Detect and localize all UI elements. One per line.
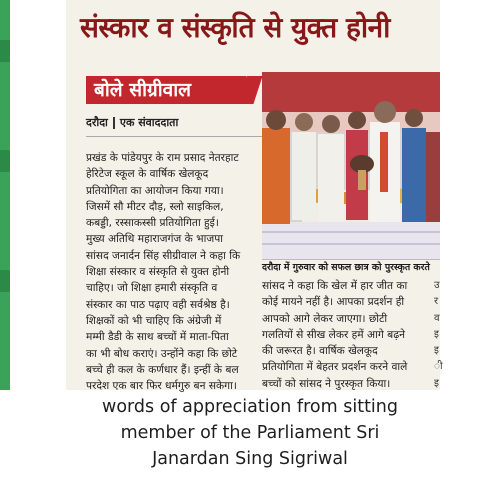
column1-line: मम्मी डैडी के साथ बच्चों में माता-पिता: [86, 331, 229, 344]
column2-line: प्रतियोगिता में बेहतर प्रदर्शन करने वाले: [262, 361, 408, 374]
left-green-strip: [0, 0, 10, 390]
award-ceremony-photo: [262, 72, 440, 260]
article-column-2: [262, 278, 432, 392]
column1-line: कबड्डी, रस्साकस्सी प्रतियोगिता हुई।: [86, 217, 219, 230]
caption-line: member of the Parliament Sri: [120, 423, 380, 443]
article-column-1: [86, 150, 268, 394]
fragment: उ: [434, 280, 440, 291]
fragment: ी: [434, 361, 443, 373]
column2-line: बच्चों को सांसद ने पुरस्कृत किया।: [262, 377, 391, 390]
column2-line: सांसद ने कहा कि खेल में हार जीत का: [262, 280, 408, 292]
newspaper-clipping: [66, 0, 443, 393]
section-banner: बोले सीग्रीवाल: [86, 76, 246, 104]
column1-line: प्रखंड के पांडेयपुर के राम प्रसाद नेतरहाट: [86, 152, 239, 164]
byline-source: एक संवाददाता: [119, 116, 179, 129]
column1-line: बच्चे ही कल के कर्णधार हैं। इन्हीं के बल: [86, 363, 239, 376]
headline: संस्कार व संस्कृति से युक्त होनी: [80, 11, 390, 44]
column1-line: शिक्षकों को भी चाहिए कि अंग्रेजी में: [86, 314, 222, 327]
fragment: र: [434, 296, 439, 308]
column2-line: की जरूरत है। वार्षिक खेलकूद: [262, 345, 378, 358]
caption-line: words of appreciation from sitting: [102, 397, 398, 417]
strip-mark: [0, 270, 10, 292]
strip-mark: [0, 150, 10, 172]
column1-line: प्रतियोगिता का आयोजन किया गया।: [86, 184, 224, 197]
photo-caption: दरौदा में गुरुवार को सफल छात्र को पुरस्कृत करते: [262, 259, 440, 276]
column1-line: का भी बोध कराएं। उन्होंने कहा कि छोटे: [86, 347, 238, 360]
column1-line: सांसद जनार्दन सिंह सीग्रीवाल ने कहा कि: [86, 249, 241, 262]
column1-line: जिसमें सौ मीटर दौड़, स्लो साइकिल,: [86, 200, 224, 213]
fragment: इ: [434, 328, 439, 340]
column1-line: चाहिए। जो शिक्षा हमारी संस्कृति व: [86, 282, 218, 295]
byline: [86, 115, 178, 130]
column2-line: कोई मायने नहीं है। आपका प्रदर्शन ही: [262, 296, 405, 309]
strip-mark: [0, 40, 10, 62]
image-caption: [40, 394, 460, 472]
column1-line: शिक्षा संस्कार व संस्कृति से युक्त होनी: [86, 266, 230, 279]
column2-line: आपको आगे लेकर जाएगा। छोटी: [262, 312, 388, 325]
column1-line: परदेश एक बार फिर धर्मगुरु बन सकेगा।: [86, 380, 237, 393]
fragment: इ: [434, 377, 439, 389]
divider: [86, 136, 262, 137]
column1-line: संस्कार का पाठ पढ़ाए वही सर्वश्रेष्ठ है।: [86, 298, 230, 311]
fragment: इ: [434, 345, 439, 357]
column1-line: हेरिटेज स्कूल के वार्षिक खेलकूद: [86, 168, 209, 181]
caption-line: Janardan Sing Sigriwal: [152, 449, 348, 469]
right-column-fragments: [434, 278, 443, 392]
fragment: व: [434, 312, 440, 324]
column2-line: गलतियों से सीख लेकर हमें आगे बढ़ने: [262, 328, 406, 341]
column1-line: मुख्य अतिथि महाराजगंज के भाजपा: [86, 233, 223, 246]
byline-place: दरौदा: [86, 116, 108, 129]
byline-separator: [113, 117, 115, 129]
